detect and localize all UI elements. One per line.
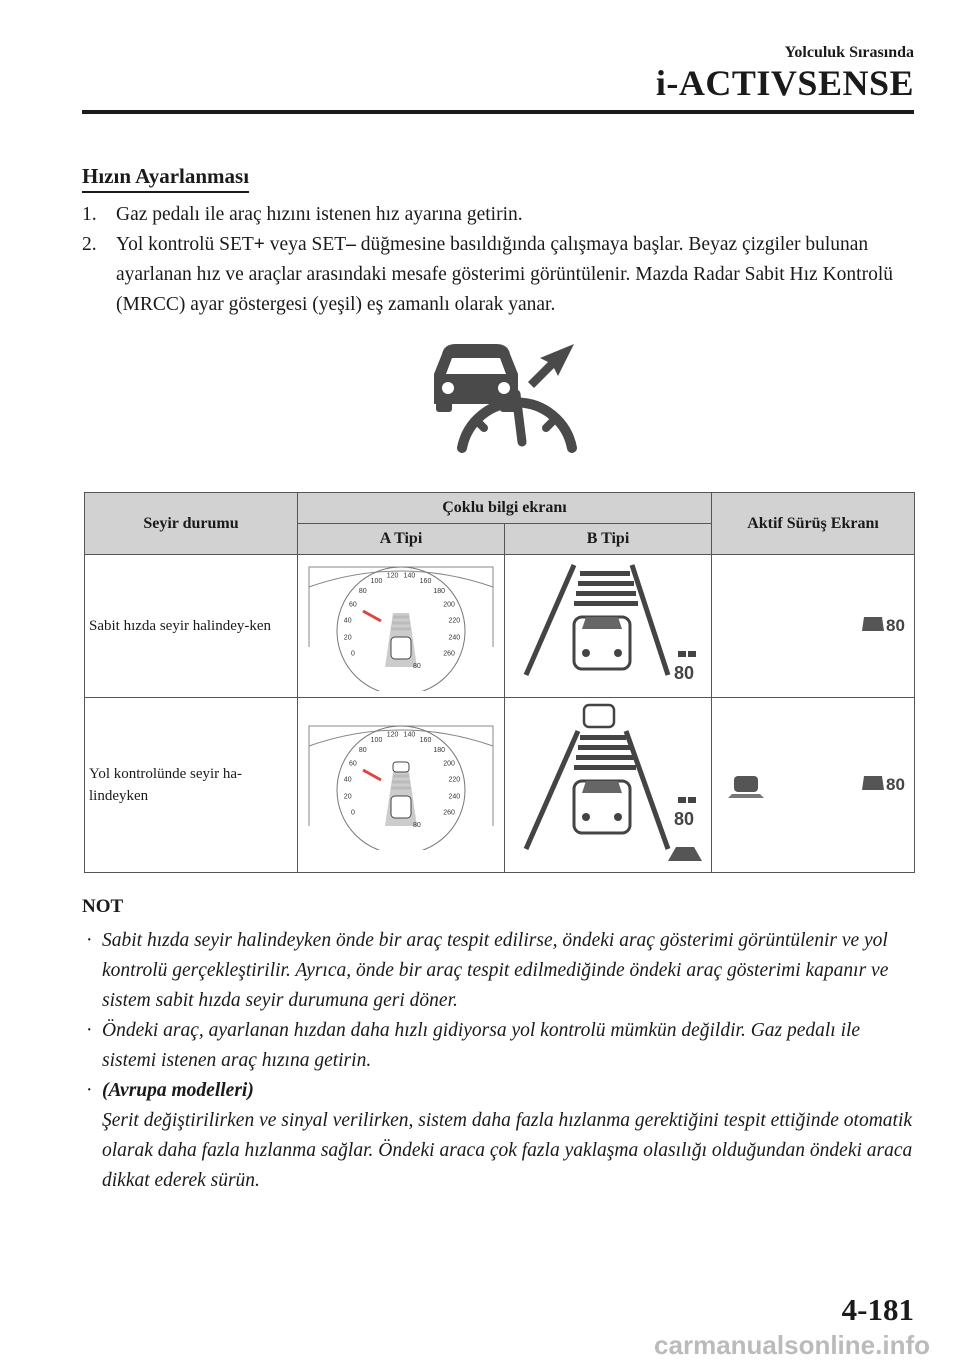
gauge-tick-label: 120 (386, 572, 399, 580)
header-rule (82, 110, 914, 114)
gauge-tick-label: 240 (448, 792, 461, 800)
gauge-tick-label: 180 (433, 746, 446, 754)
gauge-tick-label: 240 (448, 633, 461, 641)
set-speed: 80 (886, 775, 905, 794)
radar-car-icon (862, 613, 922, 635)
speedometer-image (301, 716, 501, 850)
section-heading: Hızın Ayarlanması (82, 164, 249, 193)
step-text-mid: veya SET (264, 234, 347, 255)
gauge-tick-label: 80 (358, 746, 367, 754)
watermark: carmanualsonline.info (654, 1330, 930, 1360)
gauge-tick-label: 220 (448, 617, 461, 625)
gauge-tick-label: 260 (443, 650, 455, 657)
display-table (84, 492, 915, 873)
bullet-dot: · (86, 1080, 93, 1101)
step-number: 1. (82, 204, 97, 225)
step-text: Gaz pedalı ile araç hızını istenen hız ayarına getirin. (116, 204, 523, 225)
mrcc-indicator-icon (430, 338, 580, 456)
row-condition: Sabit hızda seyir halindey-ken (85, 555, 298, 698)
gauge-tick-label: 260 (443, 809, 455, 816)
lane-display-image (508, 701, 708, 865)
gauge-tick-label: 40 (343, 617, 352, 625)
note-text: Sabit hızda seyir halindeyken önde bir araç tespit edilirse, öndeki araç gösterimi görüntülenir ve yol kontrolü gerçekleştirilir. Ayrıca, önde bir araç tespit edilmediğinde öndeki araç gösterimi kapanır ve sistem sabit hızda seyir durumuna geri döner. (102, 930, 889, 1011)
active-display (712, 698, 915, 873)
step-text (116, 230, 914, 320)
note-list (86, 926, 916, 1196)
lane-display-image (508, 557, 708, 691)
step-2 (82, 230, 914, 320)
gauge-tick-label: 80 (358, 587, 367, 595)
note-body: Şerit değiştirilirken ve sinyal verilirken, sistem daha fazla hızlanma gerektiğini tespit ettiğinde otomatik olarak daha fazla hızlanma sağlar. Öndeki araca çok fazla yaklaşma olasılığı olduğundan öndeki araca dikkat ederek sürün. (102, 1110, 913, 1191)
gauge-tick-label: 60 (349, 601, 357, 608)
row-condition: Yol kontrolünde seyir ha-lindeyken (85, 698, 298, 873)
note-lead: (Avrupa modelleri) (102, 1080, 254, 1101)
col-active-display: Aktif Sürüş Ekranı (712, 493, 915, 555)
gauge-tick-label: 60 (349, 760, 357, 767)
radar-car-icon (862, 772, 922, 794)
page-number: 4-181 (841, 1292, 914, 1327)
set-speed: 80 (413, 821, 421, 829)
gauge-tick-label: 0 (350, 809, 355, 816)
col-multi-info: Çoklu bilgi ekranı (298, 493, 712, 524)
gauge-tick-label: 20 (343, 792, 352, 800)
gauge-tick-label: 120 (386, 731, 399, 739)
col-type-a: A Tipi (298, 524, 505, 555)
set-speed: 80 (413, 662, 421, 670)
gauge-tick-label: 40 (343, 776, 352, 784)
bullet-dot: · (86, 930, 93, 951)
gauge-tick-label: 160 (419, 577, 432, 585)
gauge-tick-label: 100 (370, 736, 383, 744)
note-text: Öndeki araç, ayarlanan hızdan daha hızlı gidiyorsa yol kontrolü mümkün değildir. Gaz pedalı ile sistemi istenen araç hızına getirin. (102, 1020, 861, 1071)
gauge-tick-label: 140 (403, 572, 416, 580)
minus-glyph: – (346, 234, 356, 255)
gauge-tick-label: 20 (343, 633, 352, 641)
note-item (86, 926, 916, 1016)
note-title: NOT (82, 896, 124, 917)
gauge-tick-label: 220 (448, 776, 461, 784)
gauge-tick-label: 140 (403, 731, 416, 739)
col-type-b: B Tipi (505, 524, 712, 555)
col-condition: Seyir durumu (85, 493, 298, 555)
gauge-tick-label: 0 (350, 650, 355, 657)
gauge-tick-label: 160 (419, 736, 432, 744)
bullet-dot: · (86, 1020, 93, 1041)
gauge-tick-label: 200 (443, 760, 455, 767)
note-item (86, 1076, 916, 1196)
note-text (102, 1076, 916, 1196)
step-1 (82, 200, 914, 230)
gauge-tick-label: 180 (433, 587, 446, 595)
section-label: Yolculuk Sırasında (784, 44, 914, 61)
type-b-screen (505, 555, 712, 698)
set-speed: 80 (674, 808, 695, 829)
speedometer-image (301, 557, 501, 691)
set-speed: 80 (886, 616, 905, 635)
step-number: 2. (82, 234, 97, 255)
gauge-tick-label: 100 (370, 577, 383, 585)
note-item (86, 1016, 916, 1076)
chapter-title: i-ACTIVSENSE (655, 63, 914, 103)
lead-car-icon (728, 774, 766, 800)
plus-glyph: + (253, 234, 265, 255)
type-a-gauge (298, 555, 505, 698)
steps-list (82, 200, 914, 320)
type-b-screen (505, 698, 712, 873)
set-speed: 80 (674, 662, 695, 683)
step-text-post: düğmesine basıldığında çalışmaya başlar. Beyaz çizgiler bulunan ayarlanan hız ve araçlar arasındaki mesafe gösterimi görüntülenir. Mazda Radar Sabit Hız Kontrolü (MRCC) ayar göstergesi (yeşil) eş zamanlı olarak yanar. (116, 234, 894, 315)
active-display (712, 555, 915, 698)
gauge-tick-label: 200 (443, 601, 455, 608)
step-text-pre: Yol kontrolü SET (116, 234, 254, 255)
type-a-gauge (298, 698, 505, 873)
